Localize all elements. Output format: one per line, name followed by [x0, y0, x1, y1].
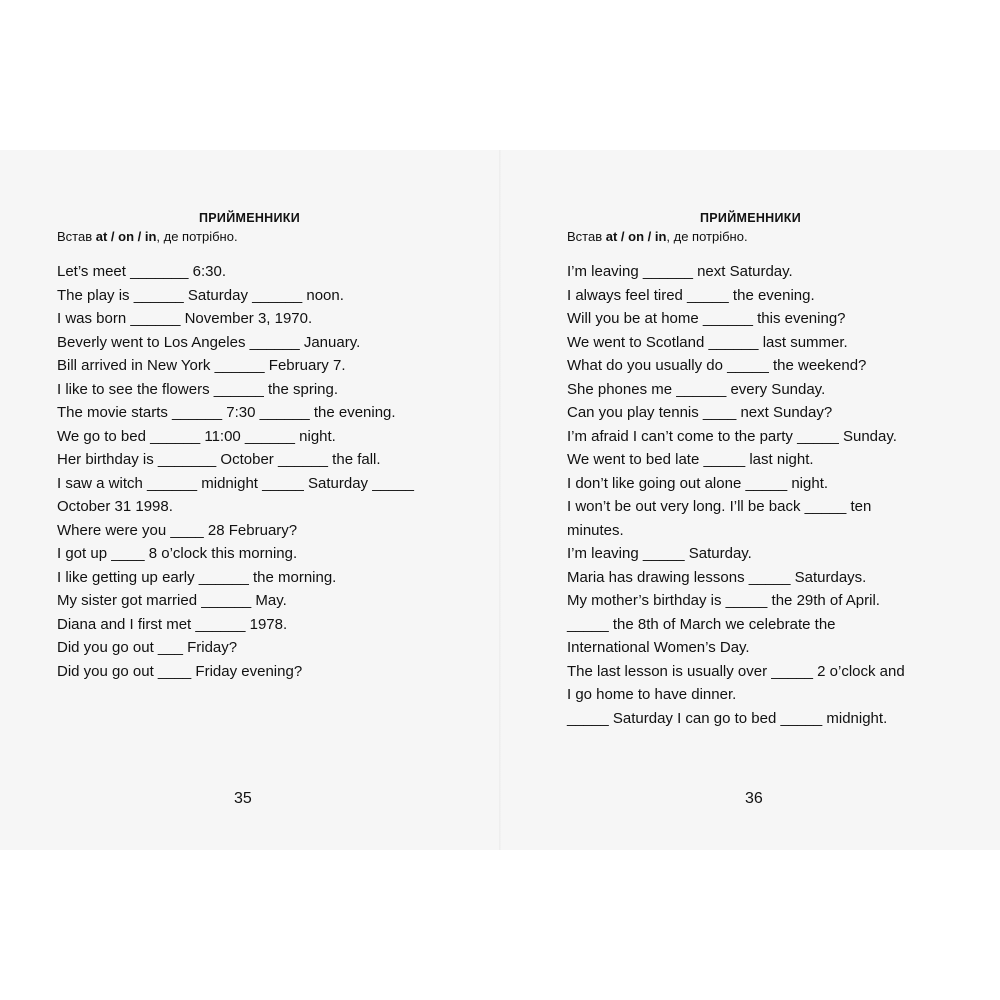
exercise-line: Diana and I first met ______ 1978. — [57, 615, 288, 633]
exercise-line: I go home to have dinner. — [567, 686, 737, 703]
page-number: 35 — [234, 790, 252, 807]
instruction-suffix: , де потрібно. — [156, 229, 238, 244]
book-spread — [0, 150, 1000, 850]
instruction — [57, 229, 238, 244]
exercise-line: The movie starts ______ 7:30 ______ the evening. — [57, 404, 396, 421]
exercise-line: My mother’s birthday is _____ the 29th of April. — [567, 592, 880, 609]
exercise-line: I won’t be out very long. I’ll be back _____ ten — [567, 498, 872, 515]
exercise-line: The last lesson is usually over _____ 2 o’clock and — [567, 662, 905, 680]
exercise-lines — [57, 260, 414, 683]
exercise-lines — [567, 260, 905, 730]
exercise-line: She phones me ______ every Sunday. — [567, 380, 826, 398]
exercise-line: My sister got married ______ May. — [57, 592, 287, 609]
exercise-line: We went to Scotland ______ last summer. — [567, 333, 848, 351]
exercise-line: Where were you ____ 28 February? — [57, 521, 298, 539]
instruction-prefix: Встав — [567, 229, 606, 244]
instruction-highlight: at / on / in — [95, 229, 157, 244]
exercise-line: Let’s meet _______ 6:30. — [57, 263, 227, 280]
exercise-line: minutes. — [567, 521, 624, 539]
exercise-line: I’m leaving ______ next Saturday. — [567, 263, 793, 280]
exercise-line: Beverly went to Los Angeles ______ January. — [57, 333, 361, 351]
exercise-line: October 31 1998. — [57, 498, 173, 515]
exercise-line: I saw a witch ______ midnight _____ Saturday _____ — [57, 474, 414, 492]
exercise-line: I’m leaving _____ Saturday. — [567, 545, 752, 562]
exercise-line: I don’t like going out alone _____ night. — [567, 474, 829, 492]
exercise-line: I got up ____ 8 o’clock this morning. — [57, 545, 298, 562]
exercise-line: We went to bed late _____ last night. — [567, 451, 814, 468]
instruction-prefix: Встав — [57, 229, 96, 244]
exercise-line: The play is ______ Saturday ______ noon. — [57, 286, 344, 304]
exercise-line: What do you usually do _____ the weekend? — [567, 357, 867, 374]
exercise-line: I like to see the flowers ______ the spring. — [57, 380, 339, 398]
exercise-line: Can you play tennis ____ next Sunday? — [567, 404, 833, 421]
exercise-line: Will you be at home ______ this evening? — [567, 310, 846, 327]
instruction — [567, 229, 748, 244]
instruction-suffix: , де потрібно. — [666, 229, 748, 244]
exercise-line: _____ Saturday I can go to bed _____ midnight. — [567, 709, 888, 727]
exercise-line: I like getting up early ______ the morning. — [57, 568, 337, 586]
exercise-line: Did you go out ___ Friday? — [57, 639, 238, 656]
exercise-line: Maria has drawing lessons _____ Saturdays. — [567, 568, 867, 586]
exercise-line: Bill arrived in New York ______ February 7. — [57, 357, 346, 374]
page-number: 36 — [745, 790, 763, 807]
exercise-line: I’m afraid I can’t come to the party _____ Sunday. — [567, 427, 897, 445]
exercise-line: We go to bed ______ 11:00 ______ night. — [57, 427, 336, 445]
exercise-line: I always feel tired _____ the evening. — [567, 286, 815, 304]
page-title: ПРИЙМЕННИКИ — [199, 211, 300, 225]
exercise-line: I was born ______ November 3, 1970. — [57, 310, 313, 327]
right-page — [501, 150, 1000, 850]
exercise-line: International Women’s Day. — [567, 639, 750, 656]
left-page — [0, 150, 499, 850]
exercise-line: _____ the 8th of March we celebrate the — [567, 615, 836, 633]
exercise-line: Her birthday is _______ October ______ the fall. — [57, 451, 381, 468]
exercise-line: Did you go out ____ Friday evening? — [57, 662, 303, 680]
instruction-highlight: at / on / in — [605, 229, 667, 244]
page-title: ПРИЙМЕННИКИ — [700, 211, 801, 225]
